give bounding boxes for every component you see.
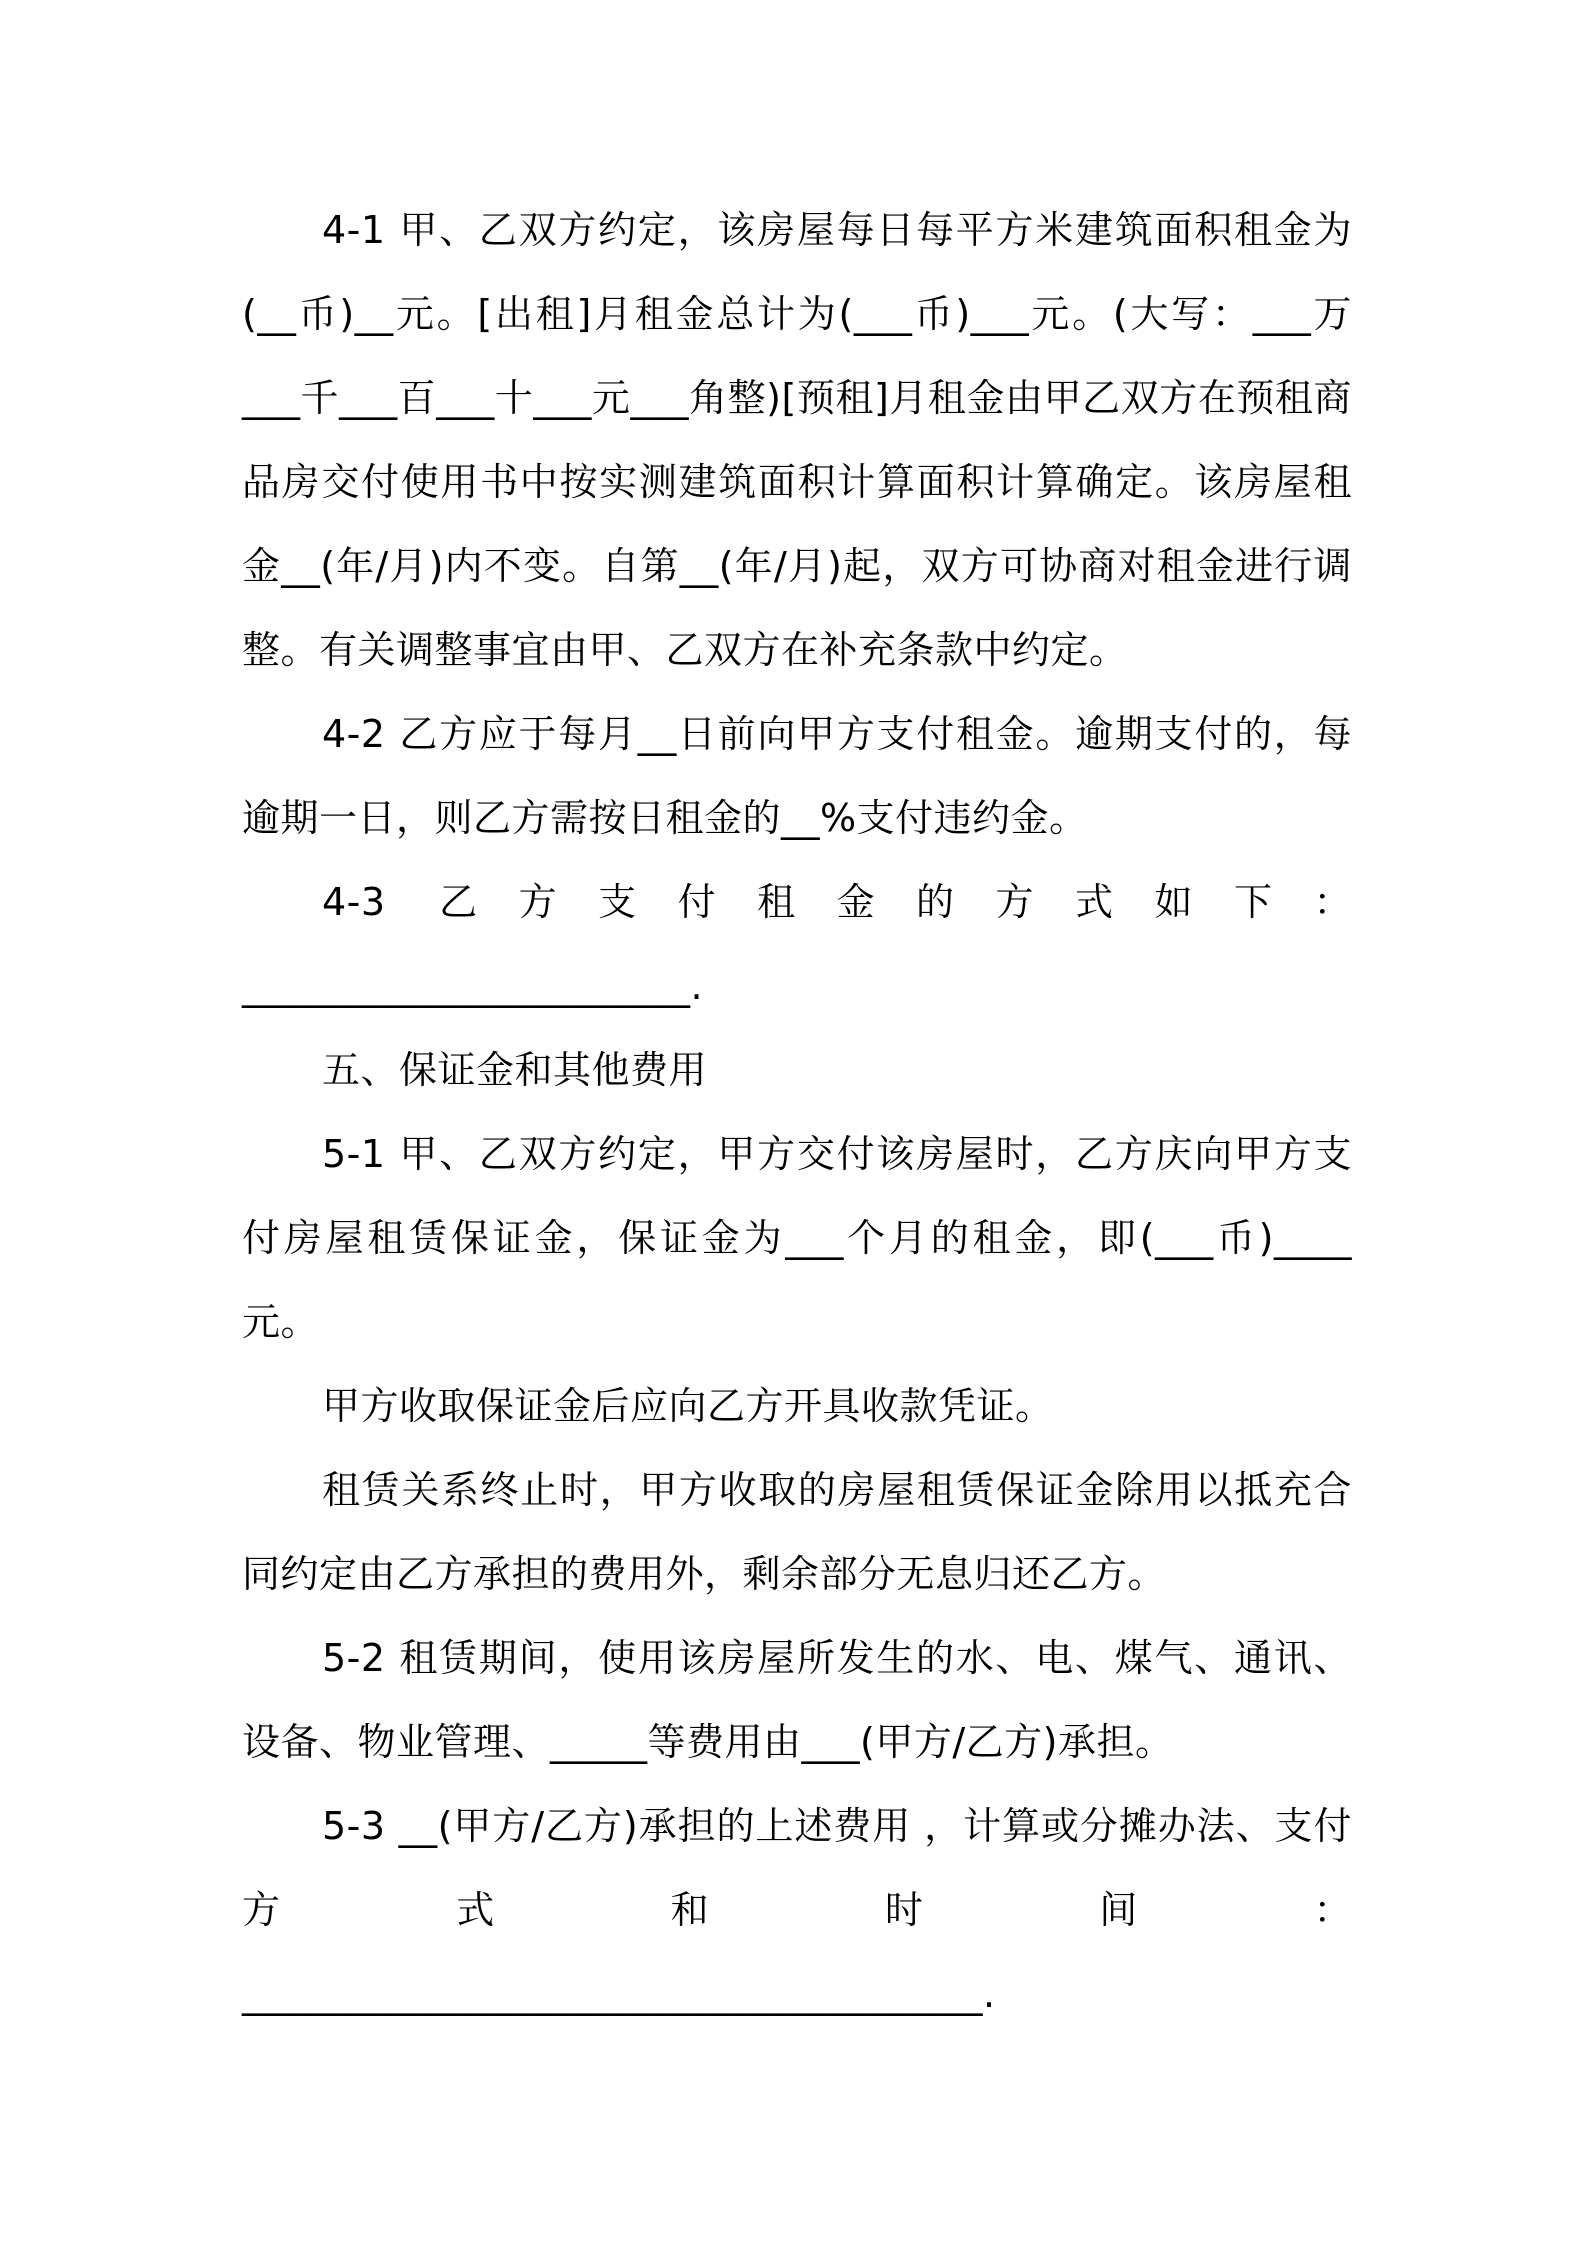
clause-5-3: 5-3 __(甲方/乙方)承担的上述费用 ，计算或分摊办法、支付方式和时间： bbox=[242, 1804, 1352, 1932]
clause-4-2: 4-2 乙方应于每月__日前向甲方支付租金。逾期支付的，每逾期一日，则乙方需按日租金的__%支付违约金。 bbox=[242, 712, 1352, 840]
clause-5-3-blank: ______________________________________. bbox=[242, 1972, 996, 2016]
clause-5-2: 5-2 租赁期间，使用该房屋所发生的水、电、煤气、通讯、设备、物业管理、_____等费用由___(甲方/乙方)承担。 bbox=[242, 1636, 1352, 1764]
section-5-heading: 五、保证金和其他费用 bbox=[322, 1048, 708, 1092]
clause-4-3: 4-3 乙方支付租金的方式如下： bbox=[322, 880, 1352, 924]
clause-4-3-blank: _______________________. bbox=[242, 964, 704, 1008]
clause-5-1: 5-1 甲、乙双方约定，甲方交付该房屋时，乙方庆向甲方支付房屋租赁保证金，保证金为___个月的租金，即(___币)____元。 bbox=[242, 1132, 1352, 1344]
clause-4-1: 4-1 甲、乙双方约定，该房屋每日每平方米建筑面积租金为(__币)__元。[出租]月租金总计为(___币)___元。(大写：___万___千___百___十___元___角整)[预租]月租金由甲乙双方在预租商品房交付使用书中按实测建筑面积计算面积计算确定。该房屋租金__(年/月)内不变。自第__(年/月)起，双方可协商对租金进行调整。有关调整事宜由甲、乙双方在补充条款中约定。 bbox=[242, 208, 1352, 672]
clause-5-1-receipt: 甲方收取保证金后应向乙方开具收款凭证。 bbox=[322, 1384, 1054, 1428]
clause-5-1-termination: 租赁关系终止时，甲方收取的房屋租赁保证金除用以抵充合同约定由乙方承担的费用外，剩余部分无息归还乙方。 bbox=[242, 1468, 1352, 1596]
document-body bbox=[242, 188, 1352, 2036]
